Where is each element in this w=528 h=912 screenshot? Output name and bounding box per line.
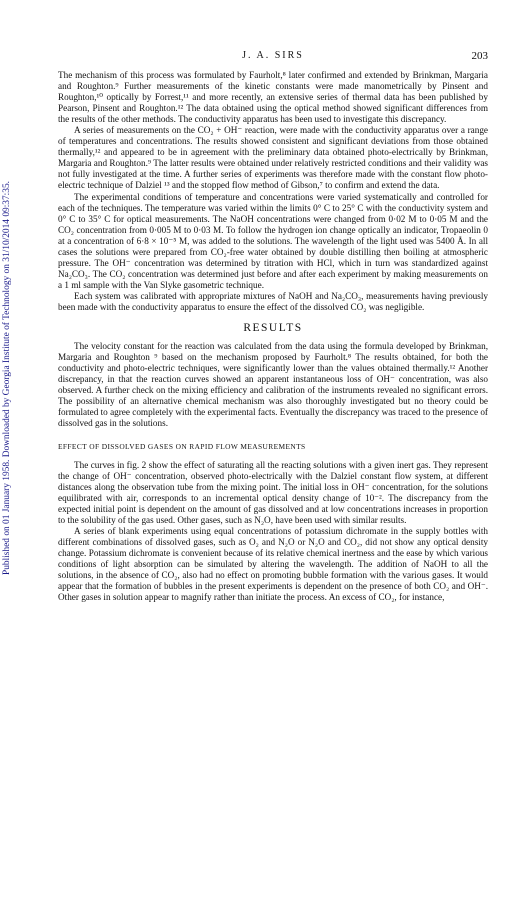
body-paragraph: The experimental conditions of temperature and concentrations were varied systematically and controlled for each of the techniques. The temperature was varied within the limits 0° C to 25° C with the conductivity system and 0° C to 35° C for optical measurements. The NaOH concentrations were changed from 0·02 M to 0·05 M and the CO₂ concentration from 0·005 M to 0·03 M. To follow the hydrogen ion change optically an indicator, Tropaeolin 0 at a concentration of 6·8 × 10⁻⁵ M, was added to the solutions. The wavelength of the light used was 5400 Å. In all cases the solutions were prepared from CO₂-free water obtained by double distilling then boiling at atmospheric pressure. The OH⁻ concentration was determined by titration with HCl, which in turn was standardized against Na₂CO₃. The CO₂ concentration was determined just before and after each experiment by making measurements on a 1 ml sample with the Van Slyke gasometric technique.	[58, 191, 488, 290]
subsection-paragraph: The curves in fig. 2 show the effect of saturating all the reacting solutions with a given inert gas. They represent the change of OH⁻ concentration, observed photo-electrically with the Dalziel constant flow system, at different distances along the observation tube from the mixing point. The initial loss in OH⁻ concentration, for the solutions equilibrated with air, corresponds to an incremental optical density change of 10⁻². The discrepancy from the expected initial point is dependent on the amount of gas dissolved and at low concentrations increases in proportion to the solubility of the gas used. Other gases, such as N₂O, have been used with similar results.	[58, 459, 488, 525]
article-body	[58, 70, 488, 603]
section-heading-results: RESULTS	[243, 322, 303, 335]
page-number: 203	[471, 50, 488, 62]
running-head-author: J. A. SIRS	[242, 50, 304, 61]
subsection-heading: EFFECT OF DISSOLVED GASES ON RAPID FLOW MEASUREMENTS	[58, 442, 306, 452]
download-notice: Published on 01 January 1958. Downloaded by Georgia Institute of Technology on 31/10/2014 09:37:35.	[2, 180, 12, 575]
body-paragraph: Each system was calibrated with appropriate mixtures of NaOH and Na₂CO₃, measurements having previously been made with the conductivity apparatus to ensure the effect of the dissolved CO₂ was negligible.	[58, 290, 488, 312]
results-paragraph: The velocity constant for the reaction was calculated from the data using the formula developed by Brinkman, Margaria and Roughton ⁹ based on the mechanism proposed by Faurholt.⁸ The results obtained, for both the conductivity and photo-electric techniques, were significantly lower than the values obtained thermally.¹² Another discrepancy, in that the reaction curves showed an apparent instantaneous loss of OH⁻ concentration, was also observed. A further check on the mixing efficiency and calibration of the instruments revealed no significant errors. The possibility of an alternative chemical mechanism was also thoroughly investigated but no theory could be formulated to agree completely with the experimental facts. Eventually the discrepancy was traced to the presence of dissolved gas in the solutions.	[58, 341, 488, 429]
download-notice-margin	[0, 0, 22, 912]
subsection-paragraph: A series of blank experiments using equal concentrations of potassium dichromate in the supply bottles with different combinations of dissolved gases, such as O₂ and N₂O or N₂O and CO₂, did not show any optical density change. Potassium dichromate is convenient because of its relative chemical inertness and the ease by which various conditions of light absorption can be simulated by altering the wavelength. The addition of NaOH to all the solutions, in the absence of CO₂, also had no effect on promoting bubble formation with the various gases. It would appear that the formation of bubbles in the present experiments is dependent on the presence of both CO₂ and OH⁻. Other gases in solution appear to magnify rather than initiate the process. An excess of CO₂, for instance,	[58, 525, 488, 603]
body-paragraph: The mechanism of this process was formulated by Faurholt,⁸ later confirmed and extended by Brinkman, Margaria and Roughton.⁹ Further measurements of the kinetic constants were made manometrically by Pinsent and Roughton,¹⁰ optically by Forrest,¹¹ and more recently, an extensive series of thermal data has been published by Pearson, Pinsent and Roughton.¹² The data obtained using the optical method showed significant differences from the results of the other methods. The conductivity apparatus has been used to investigate this discrepancy.	[58, 70, 488, 125]
running-header	[58, 50, 488, 64]
body-paragraph: A series of measurements on the CO₂ + OH⁻ reaction, were made with the conductivity apparatus over a range of temperatures and concentrations. The results showed consistent and significant deviations from those obtained thermally,¹² and appeared to be in agreement with the preliminary data obtained photo-electrically by Brinkman, Margaria and Roughton.⁹ The latter results were obtained under relatively restricted conditions and their validity was not fully investigated at the time. A further series of experiments was therefore made with the constant flow photo-electric technique of Dalziel ¹³ and the stopped flow method of Gibson,⁷ to confirm and extend the data.	[58, 125, 488, 191]
